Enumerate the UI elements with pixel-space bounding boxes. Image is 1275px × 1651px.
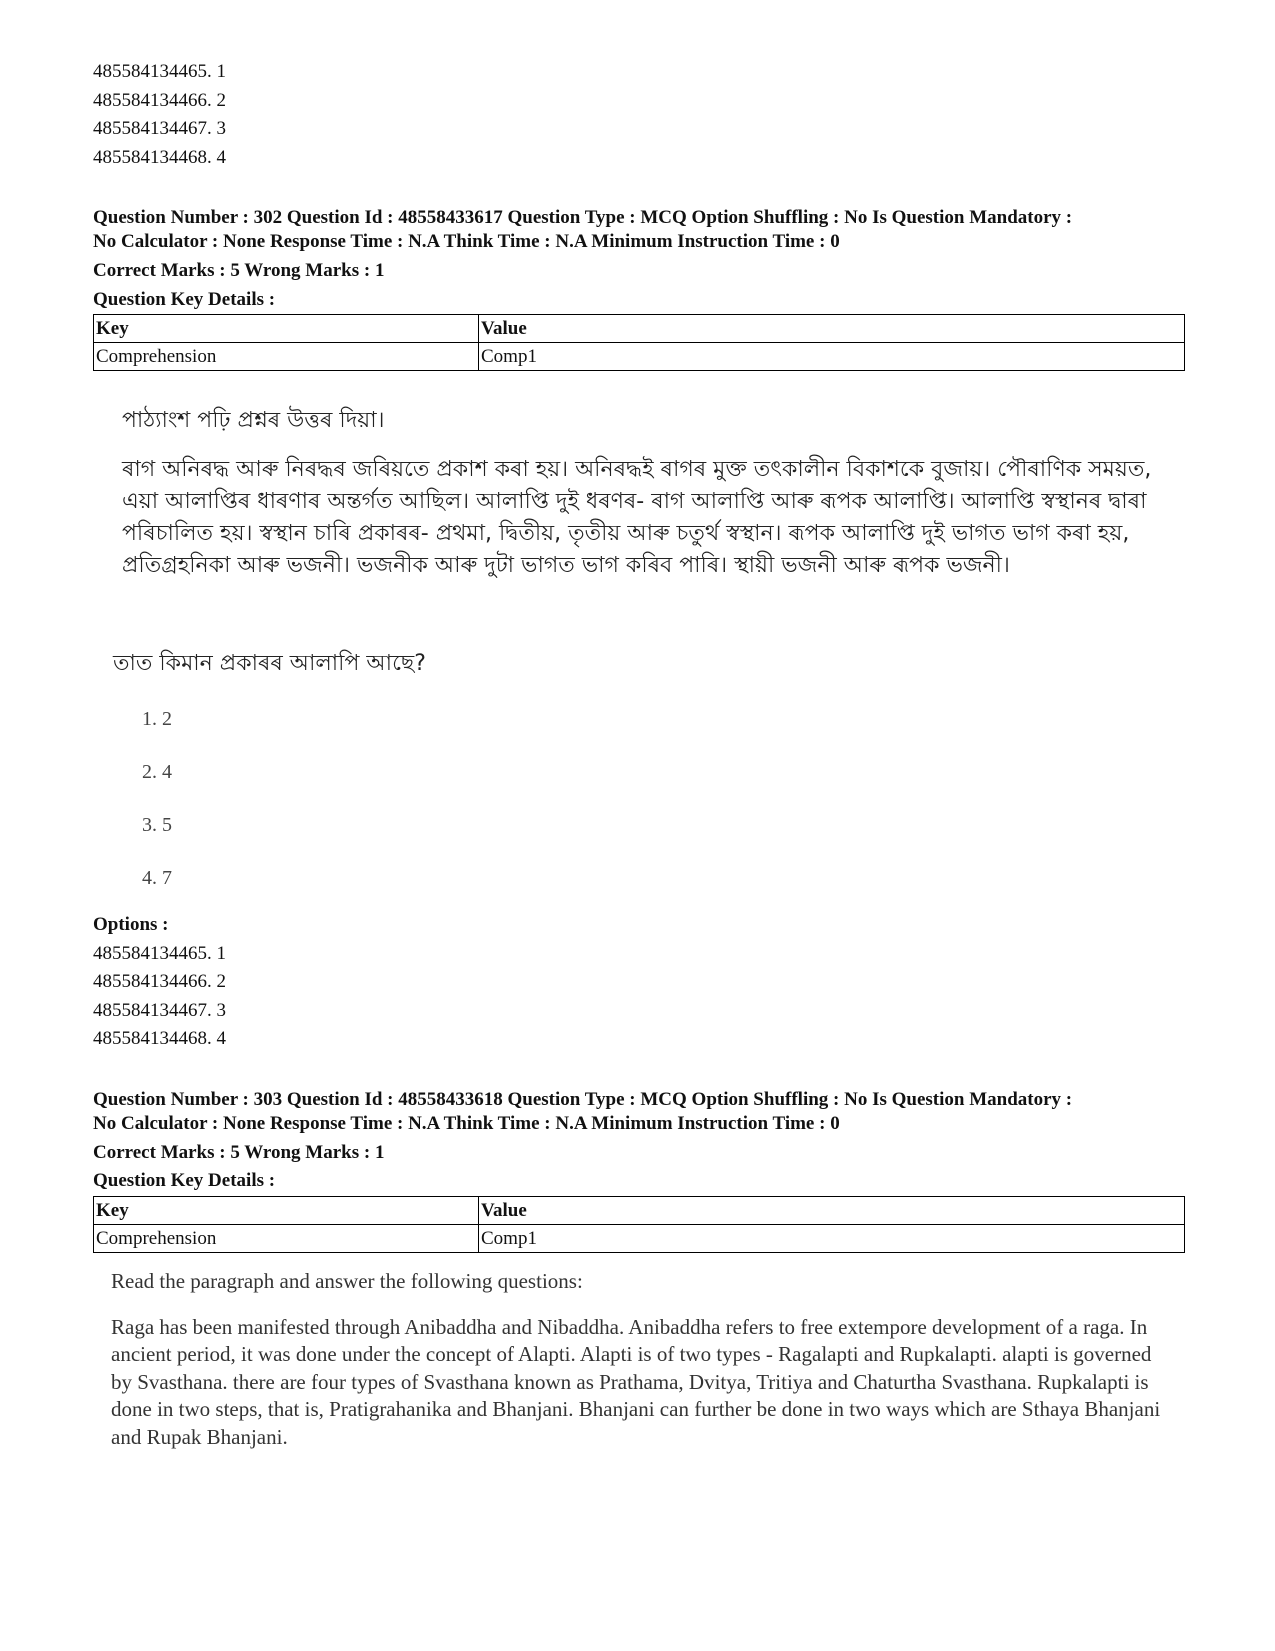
document-page — [93, 58, 1185, 1451]
key-details-table — [93, 1196, 1185, 1253]
choice-item: 4. 7 — [142, 867, 172, 889]
question-image — [111, 1269, 1185, 1452]
table-cell-key: Comprehension — [94, 1224, 479, 1252]
question-303 — [93, 1088, 1185, 1452]
table-cell-value: Comp1 — [479, 343, 1185, 371]
option-line: 485584134466. 2 — [93, 971, 226, 992]
table-header-key: Key — [94, 315, 479, 343]
table-row — [94, 1224, 1185, 1252]
key-details-label: Question Key Details : — [93, 288, 276, 310]
key-details-table — [93, 314, 1185, 371]
table-header-row — [94, 315, 1185, 343]
option-line: 485584134467. 3 — [93, 118, 226, 139]
question-302 — [93, 206, 1185, 1054]
top-options-list — [93, 58, 1185, 172]
question-header-line1: Question Number : 302 Question Id : 48558433617 Question Type : MCQ Option Shuffling : No Is Question Mandatory : — [93, 207, 1073, 228]
option-line: 485584134468. 4 — [93, 146, 226, 168]
option-line: 485584134468. 4 — [93, 1028, 226, 1049]
choice-item: 1. 2 — [142, 708, 172, 730]
table-header-value: Value — [479, 315, 1185, 343]
question-header-line2: No Calculator : None Response Time : N.A Think Time : N.A Minimum Instruction Time : 0 — [93, 231, 840, 252]
question-header-line2: No Calculator : None Response Time : N.A Think Time : N.A Minimum Instruction Time : 0 — [93, 1112, 840, 1134]
table-header-row — [94, 1196, 1185, 1224]
key-details-label: Question Key Details : — [93, 1170, 276, 1191]
table-header-value: Value — [479, 1196, 1185, 1224]
passage-text: ৰাগ অনিৰদ্ধ আৰু নিৰদ্ধৰ জৰিয়তে প্ৰকাশ কৰা হয়। অনিৰদ্ধই ৰাগৰ মুক্ত তৎকালীন বিকাশকে বুজায়। পৌৰাণিক সময়ত, এয়া আলাপ্তিৰ ধাৰণাৰ অন্তৰ্গত আছিল। আলাপ্তি দুই ধৰণৰ- ৰাগ আলাপ্তি আৰু ৰূপক আলাপ্তি। আলাপ্তি স্বস্থানৰ দ্বাৰা পৰিচালিত হয়। স্বস্থান চাৰি প্ৰকাৰৰ- প্ৰথমা, দ্বিতীয়, তৃতীয় আৰু চতুৰ্থ স্বস্থান। ৰূপক আলাপ্তি দুই ভাগত ভাগ কৰা হয়, প্ৰতিগ্ৰহনিকা আৰু ভজনী। ভজনীক আৰু দুটা ভাগত ভাগ কৰিব পাৰি। স্থায়ী ভজনী আৰু ৰূপক ভজনী। — [122, 457, 1152, 578]
question-image — [93, 403, 1185, 905]
option-line: 485584134465. 1 — [93, 61, 226, 82]
table-row — [94, 343, 1185, 371]
options-list — [93, 940, 1185, 1054]
marks-line: Correct Marks : 5 Wrong Marks : 1 — [93, 260, 385, 281]
table-header-key: Key — [94, 1196, 479, 1224]
passage-title: Read the paragraph and answer the following questions: — [111, 1268, 583, 1293]
table-cell-value: Comp1 — [479, 1224, 1185, 1252]
passage-text: Raga has been manifested through Anibaddha and Nibaddha. Anibaddha refers to free extempore development of a raga. In ancient period, it was done under the concept of Alapti. Alapti is of two types - Ragalapti and Rupkalapti. alapti is governed by Svasthana. there are four types of Svasthana known as Prathama, Dvitya, Tritiya and Chaturtha Svasthana. Rupkalapti is done in two steps, that is, Pratigrahanika and Bhanjani. Bhanjani can further be done in two ways which are Sthaya Bhanjani and Rupak Bhanjani. — [111, 1314, 1161, 1449]
option-line: 485584134466. 2 — [93, 89, 226, 111]
table-cell-key: Comprehension — [94, 343, 479, 371]
question-text: তাত কিমান প্ৰকাৰৰ আলাপি আছে? — [113, 651, 426, 676]
option-line: 485584134467. 3 — [93, 999, 226, 1021]
marks-line: Correct Marks : 5 Wrong Marks : 1 — [93, 1141, 385, 1163]
choice-item: 3. 5 — [142, 814, 172, 836]
choice-item: 2. 4 — [142, 761, 172, 783]
option-line: 485584134465. 1 — [93, 942, 226, 964]
question-header-line1: Question Number : 303 Question Id : 48558433618 Question Type : MCQ Option Shuffling : No Is Question Mandatory : — [93, 1088, 1073, 1110]
choice-list — [93, 693, 1185, 905]
passage-title: পাঠ্যাংশ পঢ়ি প্ৰশ্নৰ উত্তৰ দিয়া। — [122, 408, 385, 433]
options-label: Options : — [93, 914, 169, 935]
